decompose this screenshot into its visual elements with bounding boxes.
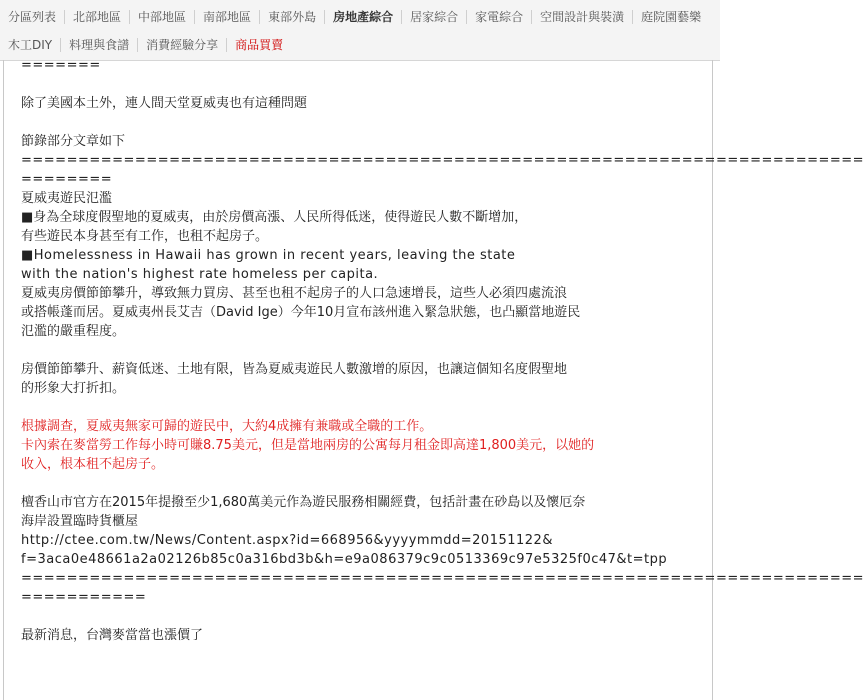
quoted-text: 房價節節攀升、薪資低迷、土地有限，皆為夏威夷遊民人數激增的原因，也讓這個知名度假聖地 — [21, 362, 568, 377]
nav-link-gardening[interactable]: 庭院園藝樂 — [641, 10, 702, 24]
quoted-text: 有些遊民本身甚至有工作，也租不起房子。 — [21, 229, 269, 244]
nav-link-east-islands[interactable]: 東部外島 — [260, 10, 325, 24]
quoted-text: 海岸設置臨時貨櫃屋 — [21, 514, 139, 529]
quoted-text: ■Homelessness in Hawaii has grown in recent years, leaving the state — [21, 248, 516, 263]
separator-line: ======= — [21, 58, 101, 73]
quoted-text: with the nation's highest rate homeless per capita. — [21, 267, 379, 282]
nav-link-central[interactable]: 中部地區 — [130, 10, 195, 24]
nav-row-1 — [0, 3, 709, 31]
separator-line: =========== — [21, 590, 147, 605]
nav-link-consumer-experience[interactable]: 消費經驗分享 — [138, 38, 227, 52]
post-body — [21, 56, 864, 645]
post-paragraph: 最新消息，台灣麥當當也漲價了 — [21, 628, 204, 643]
nav-link-category-list[interactable]: 分區列表 — [0, 10, 65, 24]
nav-row-2 — [0, 31, 291, 59]
separator-line: ========================================================================== — [21, 571, 864, 586]
nav-link-south[interactable]: 南部地區 — [195, 10, 260, 24]
post-paragraph: 節錄部分文章如下 — [21, 134, 126, 149]
nav-link-interior-design[interactable]: 空間設計與裝潢 — [532, 10, 633, 24]
source-url[interactable]: http://ctee.com.tw/News/Content.aspx?id=668956&yyyymmdd=20151122& — [21, 533, 553, 548]
quoted-text: 氾濫的嚴重程度。 — [21, 324, 126, 339]
quoted-text: 的形象大打折扣。 — [21, 381, 126, 396]
post-paragraph: 除了美國本土外，連人間天堂夏威夷也有這種問題 — [21, 96, 308, 111]
source-url[interactable]: f=3aca0e48661a2a02126b85c0a316bd3b&h=e9a086379c9c0513369c97e5325f0c47&t=tpp — [21, 552, 668, 567]
nav-link-home[interactable]: 居家綜合 — [402, 10, 467, 24]
highlighted-text: 根據調查，夏威夷無家可歸的遊民中，大約4成擁有兼職或全職的工作。 — [21, 419, 433, 434]
forum-category-nav — [0, 0, 720, 61]
quoted-text: 或搭帳蓬而居。夏威夷州長艾吉（David Ige）今年10月宣布該州進入緊急狀態，也凸顯當地遊民 — [21, 305, 581, 320]
quoted-headline: 夏威夷遊民氾濫 — [21, 191, 113, 206]
quoted-text: 檀香山市官方在2015年提撥至少1,680萬美元作為遊民服務相關經費，包括計畫在砂島以及懷厄奈 — [21, 495, 586, 510]
quoted-text: 夏威夷房價節節攀升，導致無力買房、甚至也租不起房子的人口急速增長，這些人必須四處流浪 — [21, 286, 568, 301]
nav-link-recipes[interactable]: 料理與食譜 — [61, 38, 138, 52]
nav-link-appliances[interactable]: 家電綜合 — [467, 10, 532, 24]
nav-link-marketplace[interactable]: 商品買賣 — [235, 38, 284, 52]
nav-link-woodwork-diy[interactable]: 木工DIY — [0, 38, 61, 52]
nav-link-real-estate[interactable]: 房地產綜合 — [325, 10, 402, 24]
highlighted-text: 收入，根本租不起房子。 — [21, 457, 165, 472]
quoted-text: ■身為全球度假聖地的夏威夷，由於房價高漲、人民所得低迷，使得遊民人數不斷增加， — [21, 210, 528, 225]
separator-line: ======== — [21, 172, 113, 187]
nav-link-north[interactable]: 北部地區 — [65, 10, 130, 24]
highlighted-text: 卡內索在麥當勞工作每小時可賺8.75美元，但是當地兩房的公寓每月租金即高達1,800美元，以她的 — [21, 438, 595, 453]
separator-line: ========================================================================== — [21, 153, 864, 168]
